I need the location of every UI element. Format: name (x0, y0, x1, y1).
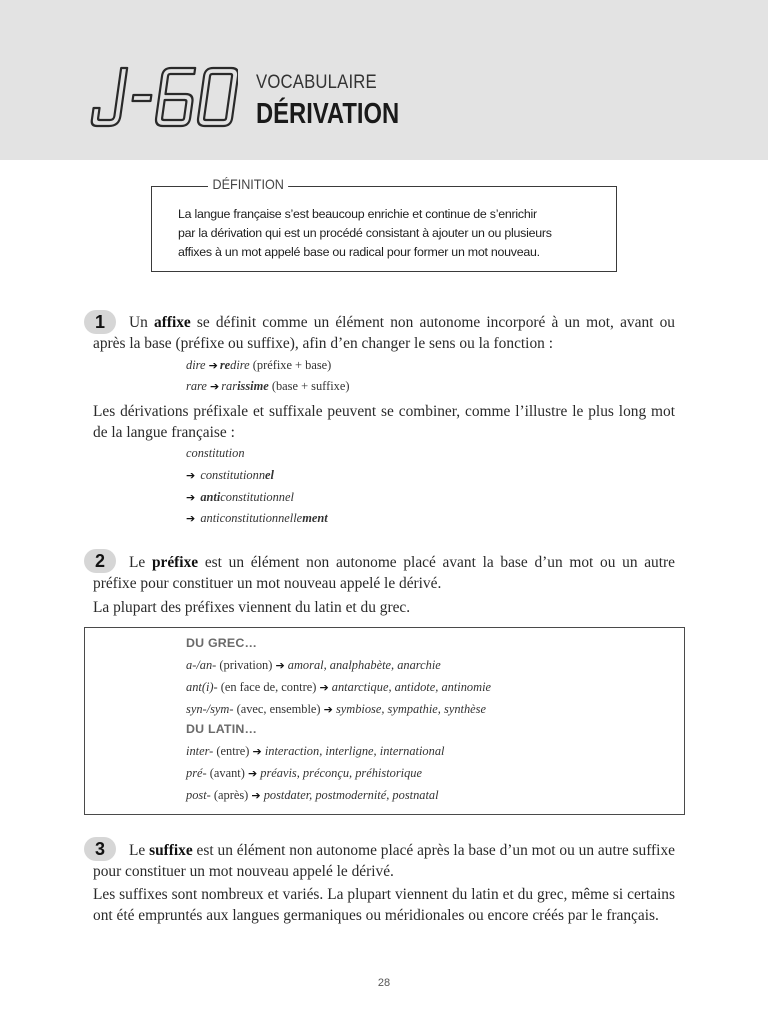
section2-intro: Le préfixe est un élément non autonome placé avant la base d’un mot ou un autre préfixe pour constituer un mot nouveau appelé le dérivé. (93, 554, 675, 592)
greek-prefix-row: ant(i)- (en face de, contre) ➔ antarctique, antidote, antinomie (186, 680, 492, 694)
section3-origin-text: Les suffixes sont nombreux et variés. La plupart viennent du latin et du grec, même si certains ont été empruntés aux langues germaniques ou méridionales ou encore créés par le français. (93, 886, 675, 924)
section2-origin-text: La plupart des préfixes viennent du latin et du grec. (93, 599, 411, 616)
definition-label: DÉFINITION (208, 176, 288, 192)
latin-heading: DU LATIN… (186, 722, 258, 736)
chain-step-2: ➔ anticonstitutionnel (186, 490, 294, 504)
arrow-icon: ➔ (319, 681, 329, 694)
arrow-icon: ➔ (323, 703, 333, 716)
greek-heading: DU GREC… (186, 636, 258, 650)
example-rarissime: rare ➔ rarissime (base + suffixe) (186, 379, 350, 393)
section-number-3: 3 (84, 837, 116, 861)
definition-line: affixes à un mot appelé base ou radical pour former un mot nouveau. (178, 245, 540, 259)
arrow-icon: ➔ (186, 469, 196, 482)
section3-intro: Le suffixe est un élément non autonome placé après la base d’un mot ou un autre suffixe pour constituer un mot nouveau appelé le dérivé. (93, 842, 675, 880)
chain-step-3: ➔ anticonstitutionnellement (186, 511, 328, 525)
definition-line: par la dérivation qui est un procédé consistant à ajouter un ou plusieurs (178, 226, 552, 240)
term-affixe: affixe (154, 314, 191, 331)
arrow-icon: ➔ (251, 789, 261, 802)
chain-step-1: ➔ constitutionnel (186, 468, 274, 482)
arrow-icon: ➔ (247, 767, 258, 780)
section-number-2: 2 (84, 549, 116, 573)
arrow-icon: ➔ (186, 512, 196, 525)
definition-text (178, 205, 590, 262)
section1-intro: Un affixe se définit comme un élément non autonome incorporé à un mot, avant ou après la base (préfixe ou suffixe), afin d’en changer le sens ou la fonction : (93, 314, 675, 352)
arrow-icon: ➔ (186, 491, 196, 504)
greek-prefix-row: a-/an- (privation) ➔ amoral, analphabète, anarchie (186, 658, 441, 672)
latin-prefix-row: post- (après) ➔ postdater, postmodernité, postnatal (186, 788, 439, 802)
j-60-digital-title (88, 62, 238, 134)
term-suffixe: suffixe (149, 842, 193, 859)
arrow-icon: ➔ (208, 359, 218, 372)
arrow-icon: ➔ (252, 745, 262, 758)
arrow-icon: ➔ (275, 659, 285, 672)
page-number: 28 (377, 977, 391, 989)
page-title: DÉRIVATION (256, 98, 400, 130)
greek-prefix-row: syn-/sym- (avec, ensemble) ➔ symbiose, sympathie, synthèse (186, 702, 486, 716)
chain-step-0: constitution (186, 446, 245, 460)
section-category: VOCABULAIRE (256, 72, 377, 93)
section1-combination-text: Les dérivations préfixale et suffixale peuvent se combiner, comme l’illustre le plus long mot de la langue française : (93, 403, 675, 441)
definition-line: La langue française s’est beaucoup enrichie et continue de s’enrichir (178, 207, 537, 221)
latin-prefix-row: pré- (avant) ➔ préavis, préconçu, préhistorique (186, 766, 422, 780)
latin-prefix-row: inter- (entre) ➔ interaction, interligne, international (186, 744, 445, 758)
section-number-1: 1 (84, 310, 116, 334)
example-redire: dire ➔ redire (préfixe + base) (186, 358, 332, 372)
day-counter-logo (88, 62, 238, 134)
arrow-icon: ➔ (210, 380, 220, 393)
term-prefixe: préfixe (151, 554, 199, 571)
